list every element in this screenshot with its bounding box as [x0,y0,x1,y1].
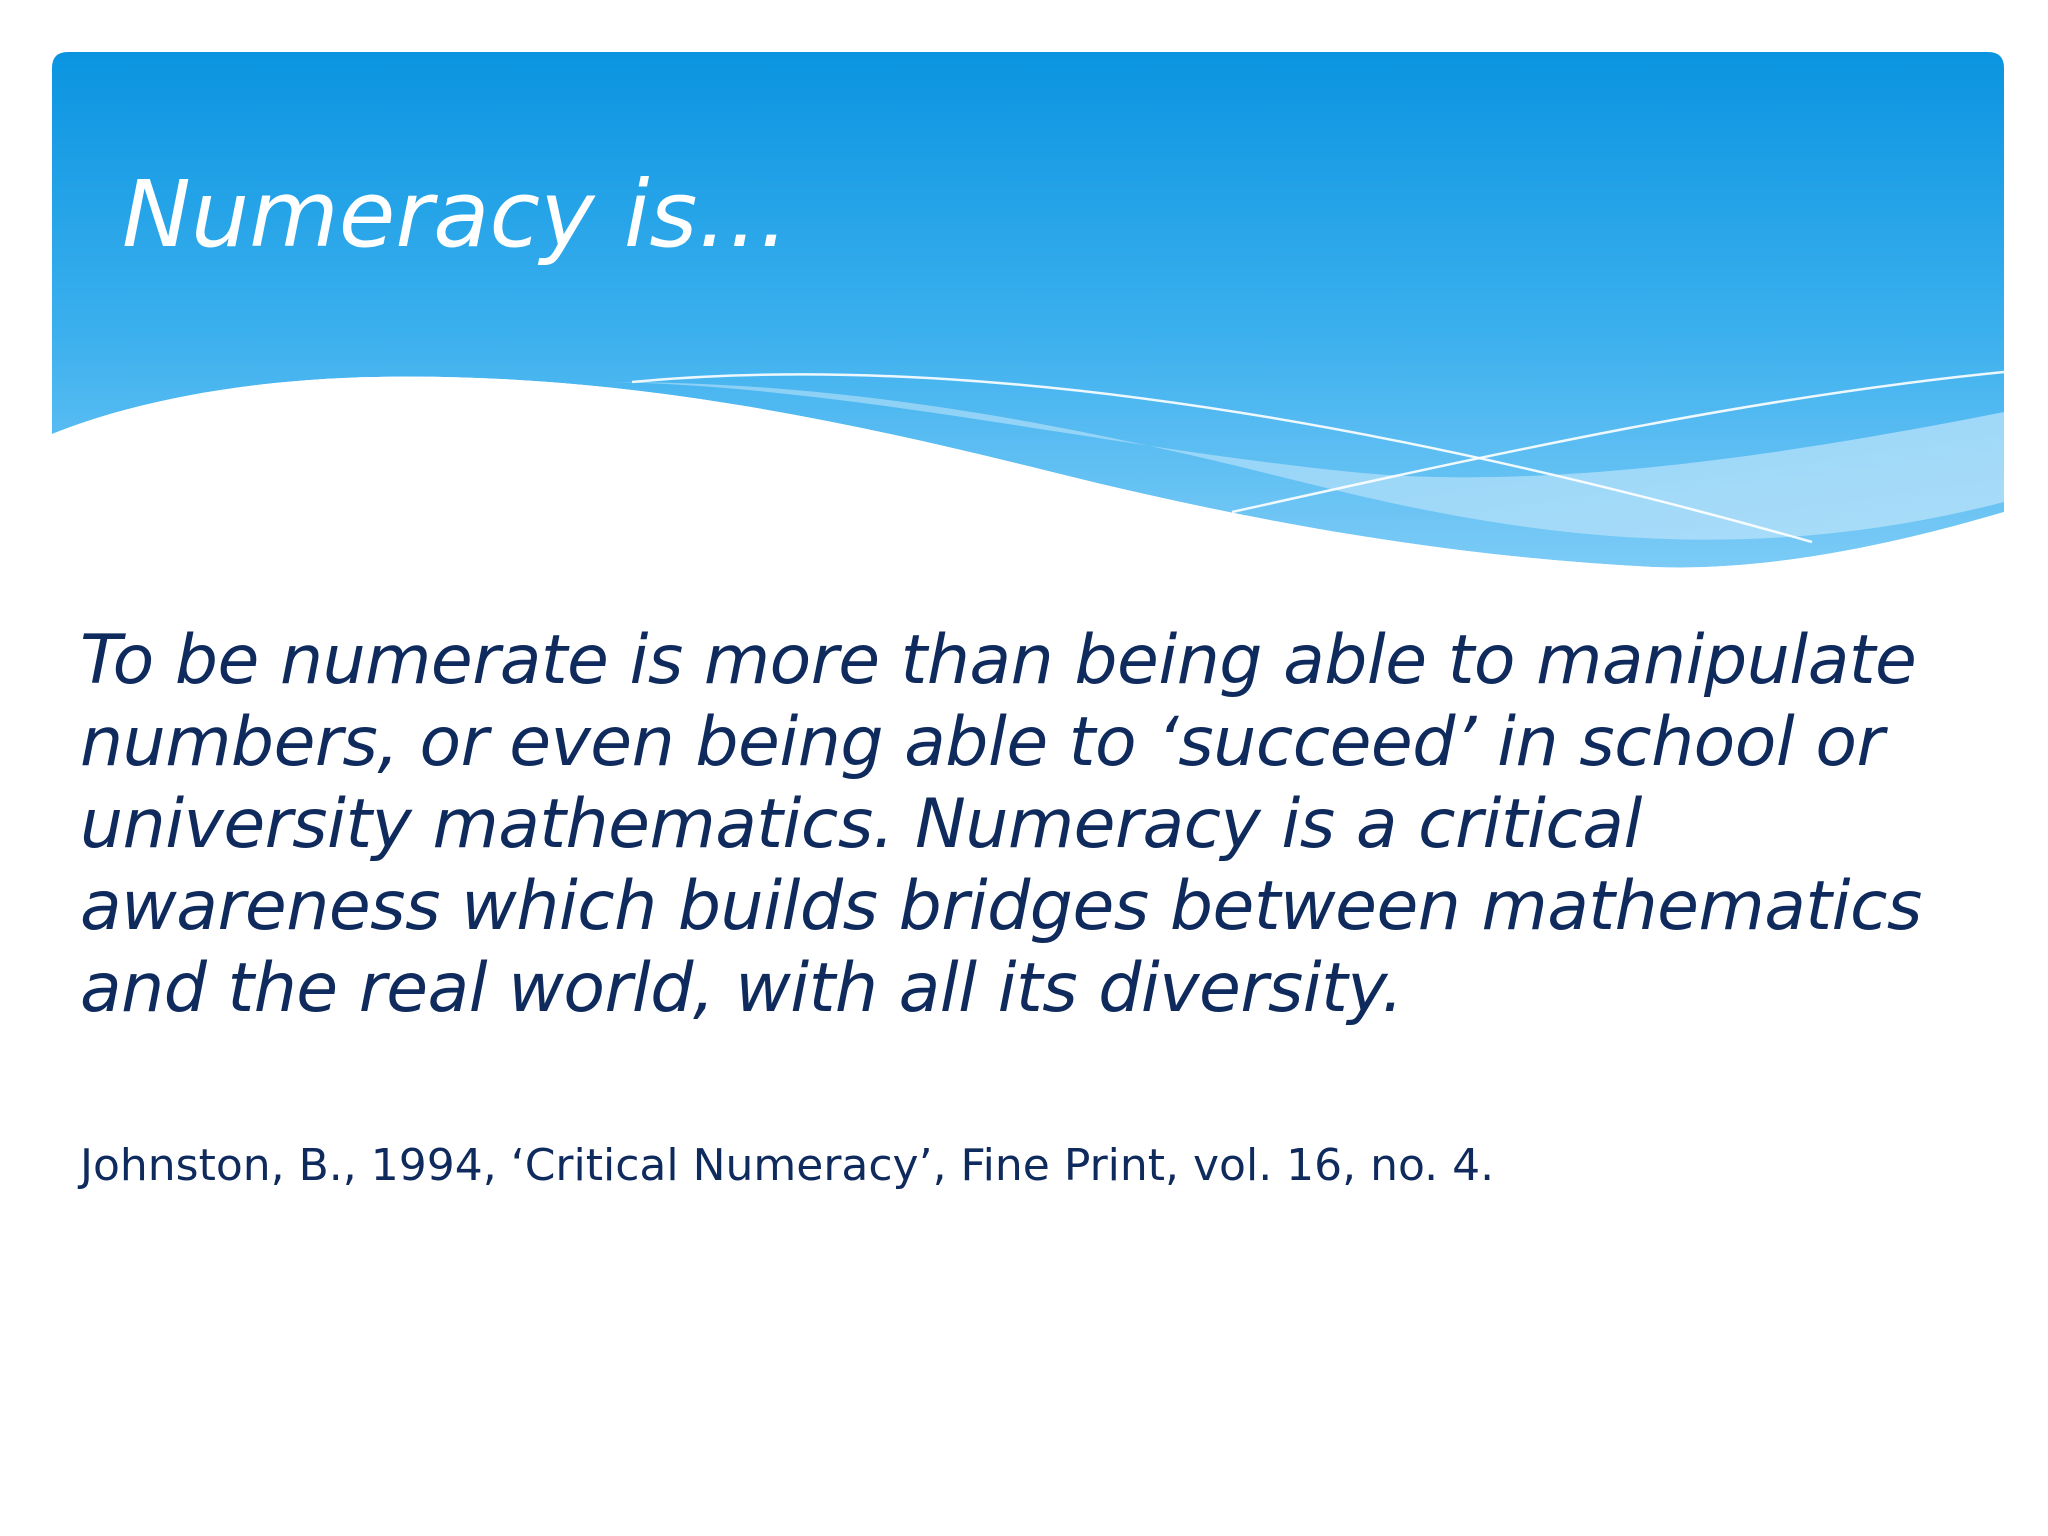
header-banner [52,52,2004,592]
slide-title: Numeracy is… [122,161,790,268]
quote-text: To be numerate is more than being able to manipulate numbers, or even being able to ‘succeed’ in school or university mathematics. Numeracy is a critical awareness which builds bridges between mathematics and the real world, with all its diversity. [80,621,1922,1028]
citation: Johnston, B., 1994, ‘Critical Numeracy’, Fine Print, vol. 16, no. 4. [80,1140,1495,1191]
wave-decoration [52,52,2004,592]
